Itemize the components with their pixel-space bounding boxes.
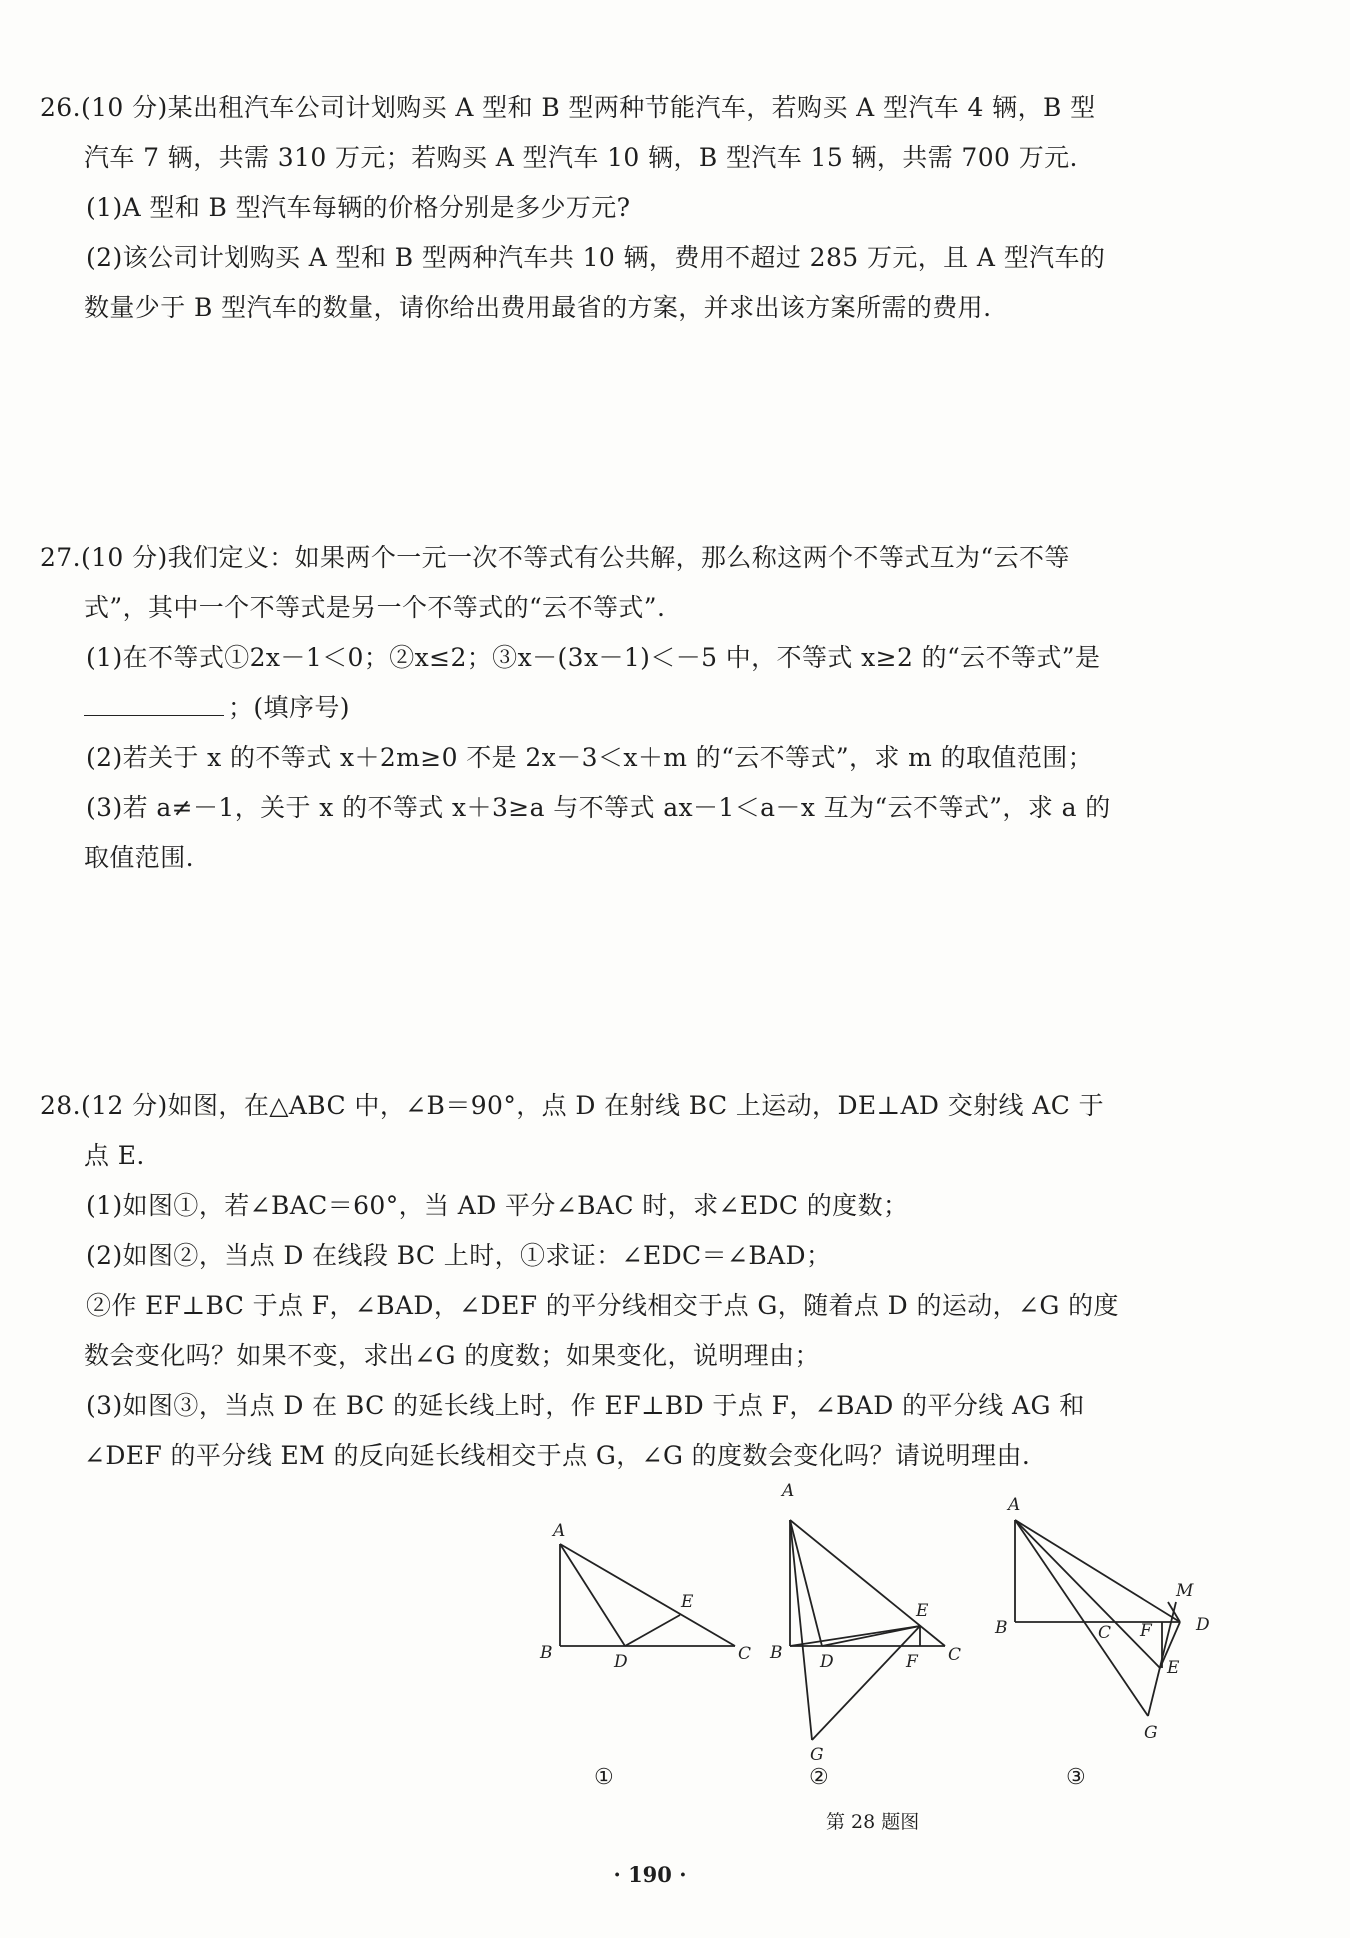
page-number: · 190 · — [613, 1862, 687, 1887]
q26-line-1: 26.(10 分)某出租汽车公司计划购买 A 型和 B 型两种节能汽车，若购买 A 型汽车 4 辆，B 型 — [40, 93, 1096, 122]
figure-2 — [760, 1480, 980, 1770]
seg-AD — [790, 1520, 822, 1646]
q27-line-7: 取值范围. — [84, 843, 194, 872]
q28-line-8: ∠DEF 的平分线 EM 的反向延长线相交于点 G，∠G 的度数会变化吗？请说明理由. — [84, 1441, 1031, 1470]
label-E: E — [1167, 1658, 1180, 1678]
seg-AG — [790, 1520, 812, 1740]
q27-line-4 — [84, 692, 1284, 724]
seg-EG — [812, 1626, 920, 1740]
q27-part-3: (3)若 a≠－1，关于 x 的不等式 x＋3≥a 与不等式 ax－1＜a－x 互为“云不等式”，求 a 的 — [86, 793, 1111, 822]
q28-line-2: 点 E. — [84, 1141, 145, 1170]
answer-blank[interactable] — [84, 693, 224, 716]
figure-2-number: ② — [809, 1765, 829, 1790]
label-B: B — [770, 1643, 783, 1663]
figure-1 — [530, 1500, 770, 1670]
q26-line-5: 数量少于 B 型汽车的数量，请你给出费用最省的方案，并求出该方案所需的费用. — [84, 293, 992, 322]
label-A: A — [782, 1481, 795, 1501]
label-A: A — [553, 1521, 566, 1541]
seg-AD — [1015, 1520, 1180, 1622]
seg-AC — [560, 1544, 735, 1646]
q27-part-2: (2)若关于 x 的不等式 x＋2m≥0 不是 2x－3＜x＋m 的“云不等式”，求 m 的取值范围； — [86, 743, 1094, 772]
label-A: A — [1008, 1495, 1021, 1515]
seg-DE — [625, 1615, 680, 1646]
figure-caption: 第 28 题图 — [826, 1811, 920, 1833]
q28-line-1: 28.(12 分)如图，在△ABC 中，∠B＝90°，点 D 在射线 BC 上运动，DE⊥AD 交射线 AC 于 — [40, 1091, 1104, 1120]
seg-AD — [560, 1544, 625, 1646]
q28-line-6: 数会变化吗？如果不变，求出∠G 的度数；如果变化，说明理由； — [84, 1341, 820, 1370]
label-D: D — [614, 1652, 628, 1672]
q27-part-1: (1)在不等式①2x－1＜0；②x≤2；③x－(3x－1)＜－5 中，不等式 x≥2 的“云不等式”是 — [86, 643, 1101, 672]
label-B: B — [540, 1643, 553, 1663]
figure-1-number: ① — [594, 1765, 614, 1790]
q28-part-3: (3)如图③，当点 D 在 BC 的延长线上时，作 EF⊥BD 于点 F，∠BAD 的平分线 AG 和 — [86, 1391, 1085, 1420]
q28-part-2: (2)如图②，当点 D 在线段 BC 上时，①求证：∠EDC＝∠BAD； — [86, 1241, 832, 1270]
q27-fill-hint: ；(填序号) — [228, 693, 350, 722]
seg-AC — [790, 1520, 945, 1646]
q26-part-2: (2)该公司计划购买 A 型和 B 型两种汽车共 10 辆，费用不超过 285 万元，且 A 型汽车的 — [86, 243, 1106, 272]
label-C: C — [1098, 1623, 1112, 1643]
label-C: C — [948, 1645, 962, 1665]
figure-3 — [990, 1490, 1230, 1760]
label-G: G — [1144, 1723, 1158, 1743]
label-E: E — [681, 1592, 694, 1612]
q27-line-1: 27.(10 分)我们定义：如果两个一元一次不等式有公共解，那么称这两个不等式互为“云不等 — [40, 543, 1070, 572]
q28-part-1: (1)如图①，若∠BAC＝60°，当 AD 平分∠BAC 时，求∠EDC 的度数； — [86, 1191, 909, 1220]
label-G: G — [810, 1745, 824, 1765]
label-E: E — [916, 1601, 929, 1621]
label-B: B — [995, 1618, 1008, 1638]
q26-line-2: 汽车 7 辆，共需 310 万元；若购买 A 型汽车 10 辆，B 型汽车 15 辆，共需 700 万元. — [84, 143, 1078, 172]
seg-AE — [1015, 1520, 1160, 1668]
label-D: D — [820, 1652, 834, 1672]
figure-3-number: ③ — [1066, 1765, 1086, 1790]
label-M: M — [1176, 1581, 1194, 1601]
label-F: F — [906, 1652, 918, 1672]
label-D: D — [1196, 1615, 1210, 1635]
q27-line-2: 式”，其中一个不等式是另一个不等式的“云不等式”. — [84, 593, 666, 622]
seg-AG — [1015, 1520, 1148, 1716]
label-C: C — [738, 1644, 752, 1664]
q26-part-1: (1)A 型和 B 型汽车每辆的价格分别是多少万元? — [86, 193, 631, 222]
label-F: F — [1140, 1621, 1152, 1641]
q28-part-2-sub: ②作 EF⊥BC 于点 F，∠BAD，∠DEF 的平分线相交于点 G，随着点 D 的运动，∠G 的度 — [86, 1291, 1119, 1320]
seg-BE — [790, 1626, 920, 1646]
